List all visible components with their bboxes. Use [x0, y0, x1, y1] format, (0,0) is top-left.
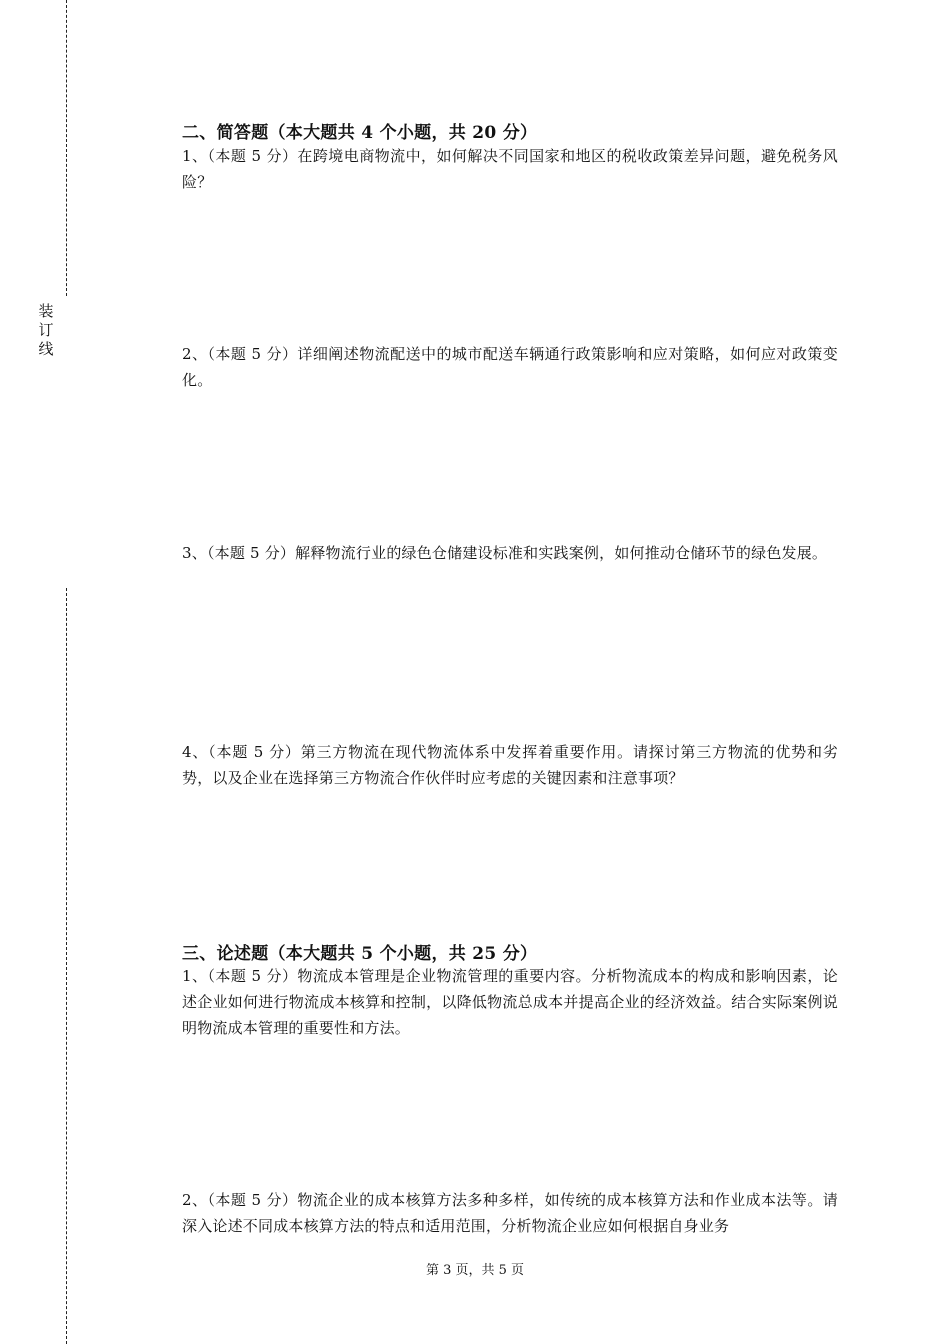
binding-line-bottom [66, 588, 67, 1344]
binding-label: 装订线 [38, 302, 54, 358]
short-answer-question-2: 2、（本题 5 分）详细阐述物流配送中的城市配送车辆通行政策影响和应对策略，如何应对政策变化。 [182, 345, 838, 389]
essay-question-1: 1、（本题 5 分）物流成本管理是企业物流管理的重要内容。分析物流成本的构成和影响因素，论述企业如何进行物流成本核算和控制，以降低物流总成本并提高企业的经济效益。结合实际案例说明物流成本管理的重要性和方法。 [182, 967, 838, 1037]
short-answer-question-4: 4、（本题 5 分）第三方物流在现代物流体系中发挥着重要作用。请探讨第三方物流的优势和劣势，以及企业在选择第三方物流合作伙伴时应考虑的关键因素和注意事项？ [182, 743, 838, 787]
short-answer-question-3: 3、（本题 5 分）解释物流行业的绿色仓储建设标准和实践案例，如何推动仓储环节的绿色发展。 [182, 544, 828, 562]
short-answer-question-1: 1、（本题 5 分）在跨境电商物流中，如何解决不同国家和地区的税收政策差异问题，避免税务风险？ [182, 147, 838, 191]
section-title-essay: 三、论述题（本大题共 5 个小题，共 25 分） [182, 944, 538, 964]
page-number-footer: 第 3 页，共 5 页 [425, 1263, 525, 1278]
essay-question-2: 2、（本题 5 分）物流企业的成本核算方法多种多样，如传统的成本核算方法和作业成本法等。请深入论述不同成本核算方法的特点和适用范围，分析物流企业应如何根据自身业务 [182, 1191, 838, 1235]
binding-line-top [66, 0, 67, 296]
section-title-short-answer: 二、简答题（本大题共 4 个小题，共 20 分） [182, 123, 538, 143]
